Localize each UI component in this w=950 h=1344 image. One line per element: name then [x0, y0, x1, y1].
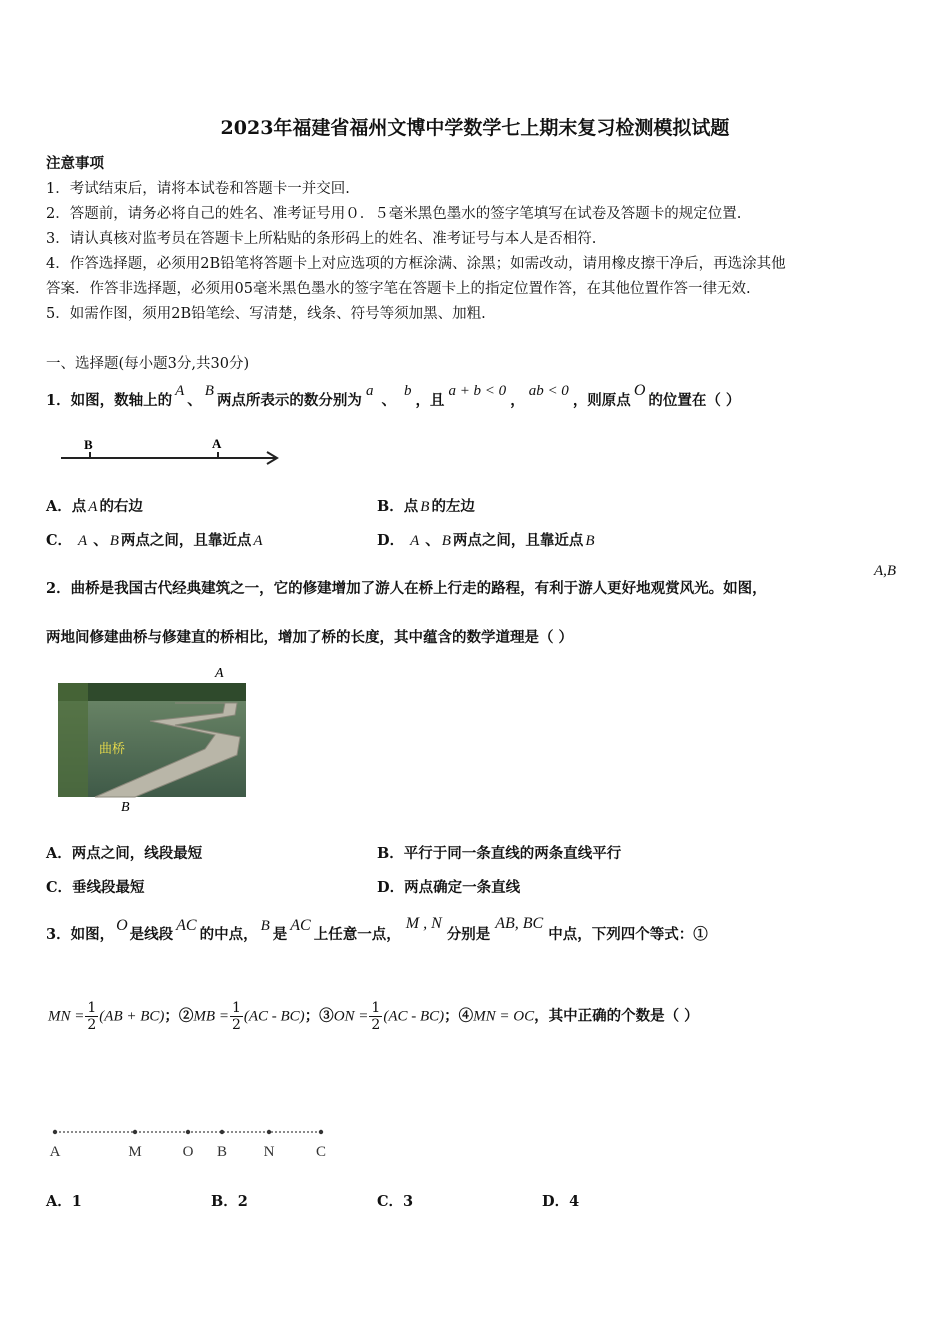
fraction-den: 2	[87, 1017, 97, 1033]
q1-part: ，则原点	[572, 392, 631, 409]
notice-heading: 注意事项	[46, 155, 104, 172]
q1-option-c[interactable]	[46, 529, 265, 550]
q1-var-A: A	[175, 383, 185, 399]
option-var: B	[109, 533, 119, 549]
q3-part: 上任意一点，	[313, 926, 401, 943]
notice-item: 答案．作答非选择题，必须用05毫米黑色墨水的签字笔在答题卡上的指定位置作答，在其他位置作答一律无效.	[46, 281, 751, 297]
segment-point-C	[319, 1130, 323, 1134]
segment-label-B: B	[216, 1144, 228, 1160]
option-var: B	[585, 533, 595, 549]
notice-item: 2．答题前，请务必将自己的姓名、准考证号用０．５毫米黑色墨水的签字笔填写在试卷及答题卡的规定位置.	[46, 206, 742, 222]
page-title: 2023年福建省福州文博中学数学七上期末复习检测模拟试题	[220, 117, 730, 139]
option-text: 两点之间，且靠近点	[120, 532, 252, 549]
photo-label: 曲桥	[99, 741, 126, 756]
segment-point-O	[186, 1130, 190, 1134]
q3-part: 是	[272, 926, 288, 943]
q3-part: 中点，下列四个等式：①	[548, 926, 708, 943]
segment-point-A	[53, 1130, 57, 1134]
q3-equations	[48, 1000, 699, 1033]
label-B: B	[84, 437, 93, 452]
photo-point-B: B	[121, 800, 130, 815]
q3-var-ABBC: AB, BC	[495, 915, 544, 932]
segment-label-O: O	[182, 1144, 194, 1160]
question-2-line-2: 两地间修建曲桥与修建直的桥相比，增加了桥的长度，其中蕴含的数学道理是（ ）	[46, 629, 574, 646]
segment-point-B	[220, 1130, 224, 1134]
option-var: A	[253, 533, 263, 549]
fraction-half	[369, 1000, 382, 1033]
q1-condition-1: a + b < 0	[448, 383, 507, 399]
q3-option-d[interactable]: D．4	[542, 1193, 580, 1210]
fraction-half	[85, 1000, 98, 1033]
notice-item: 3．请认真核对监考员在答题卡上所粘贴的条形码上的姓名、准考证号与本人是否相符.	[46, 231, 597, 247]
option-var: A	[410, 533, 420, 549]
eq-sep: ；③	[304, 1007, 334, 1025]
option-text: B．点	[377, 498, 419, 515]
q1-option-d[interactable]	[377, 529, 597, 550]
q1-var-a: a	[365, 383, 374, 399]
q3-var-O: O	[116, 917, 128, 934]
segment-label-C: C	[315, 1144, 327, 1160]
segment-figure	[44, 1122, 344, 1162]
q2-ab: A,B	[874, 563, 897, 579]
q1-option-b[interactable]	[377, 495, 475, 516]
q1-comma: ，	[510, 392, 525, 409]
eq2-lhs: MB =	[193, 1008, 229, 1025]
segment-point-N	[267, 1130, 271, 1134]
segment-label-A: A	[49, 1144, 61, 1160]
eq2-rhs: (AC - BC)	[243, 1008, 305, 1025]
eq-sep: ；④	[444, 1007, 474, 1025]
question-3-text	[46, 915, 708, 944]
q3-option-a[interactable]: A．1	[46, 1193, 82, 1210]
eq3-rhs: (AC - BC)	[383, 1008, 445, 1025]
q1-var-b: b	[403, 383, 412, 399]
option-var: B	[441, 533, 451, 549]
option-var: B	[420, 499, 430, 515]
fraction-half	[230, 1000, 243, 1033]
option-text: 、	[93, 532, 108, 549]
q3-option-b[interactable]: B．2	[211, 1193, 248, 1210]
option-var: A	[78, 533, 88, 549]
number-line-figure	[55, 432, 285, 468]
q3-var-MN: M , N	[405, 915, 442, 932]
q1-var-B: B	[204, 383, 214, 399]
fraction-num: 1	[371, 1000, 381, 1016]
option-text: 的左边	[431, 498, 475, 515]
q2-option-d[interactable]: D．两点确定一条直线	[377, 879, 521, 896]
notice-item: 5．如需作图，须用2B铅笔绘、写清楚，线条、符号等须加黑、加粗.	[46, 306, 486, 322]
eq1-lhs: MN =	[48, 1008, 85, 1025]
option-text: C．	[46, 532, 73, 549]
option-text: A．点	[46, 498, 87, 515]
q1-part: 1．如图，数轴上的	[46, 392, 173, 409]
fraction-den: 2	[231, 1017, 241, 1033]
segment-label-M: M	[128, 1144, 142, 1160]
q3-var-AC: AC	[290, 917, 311, 934]
q1-condition-2: ab < 0	[528, 383, 569, 399]
q1-var-O: O	[633, 382, 646, 399]
q3-part: 是线段	[129, 926, 174, 943]
q3-tail: ，其中正确的个数是（ ）	[534, 1007, 699, 1025]
q3-var-B: B	[260, 918, 270, 934]
option-text: 的右边	[99, 498, 143, 515]
option-text: 两点之间，且靠近点	[452, 532, 584, 549]
segment-point-M	[133, 1130, 137, 1134]
notice-item: 1．考试结束后，请将本试卷和答题卡一并交回.	[46, 181, 350, 197]
bridge-photo	[55, 663, 250, 815]
q2-option-a[interactable]: A．两点之间，线段最短	[46, 845, 203, 862]
willow	[58, 683, 88, 797]
q3-part: 分别是	[446, 926, 491, 943]
fraction-num: 1	[87, 1000, 97, 1016]
q1-sep: 、	[187, 392, 202, 409]
section-heading: 一、选择题(每小题3分,共30分)	[46, 356, 250, 372]
photo-point-A: A	[215, 666, 224, 681]
q3-var-AC: AC	[176, 917, 197, 934]
notice-item: 4．作答选择题，必须用2B铅笔将答题卡上对应选项的方框涂满、涂黑；如需改动，请用橡皮擦干净后，再选涂其他	[46, 256, 786, 272]
fraction-den: 2	[371, 1017, 381, 1033]
option-text: 、	[425, 532, 440, 549]
fraction-num: 1	[231, 1000, 241, 1016]
eq4: MN = OC	[473, 1008, 535, 1025]
segment-label-N: N	[263, 1144, 275, 1160]
q1-part: 的位置在（ ）	[648, 392, 741, 409]
q1-part: ，且	[415, 392, 445, 409]
q1-part: 两点所表示的数分别为	[216, 392, 362, 409]
eq-sep: ；②	[164, 1007, 194, 1025]
q1-option-a[interactable]	[46, 495, 143, 516]
option-text: D．	[377, 532, 405, 549]
eq1-rhs: (AB + BC)	[99, 1008, 165, 1025]
q3-part: 的中点，	[199, 926, 258, 943]
option-var: A	[88, 499, 98, 515]
eq3-lhs: ON =	[333, 1008, 369, 1025]
q3-option-c[interactable]: C．3	[377, 1193, 414, 1210]
q3-part: 3．如图，	[46, 926, 115, 943]
q2-option-c[interactable]: C．垂线段最短	[46, 879, 145, 896]
question-1-text: 1．如图，数轴上的A、B两点所表示的数分别为a、b，且a + b < 0，ab < 0，则原点O的位置在（ ）	[46, 382, 741, 409]
q2-option-b[interactable]: B．平行于同一条直线的两条直线平行	[377, 845, 622, 862]
label-A: A	[212, 436, 222, 451]
question-2-line-1: 2．曲桥是我国古代经典建筑之一，它的修建增加了游人在桥上行走的路程，有利于游人更好地观赏风光。如图，	[46, 580, 767, 597]
